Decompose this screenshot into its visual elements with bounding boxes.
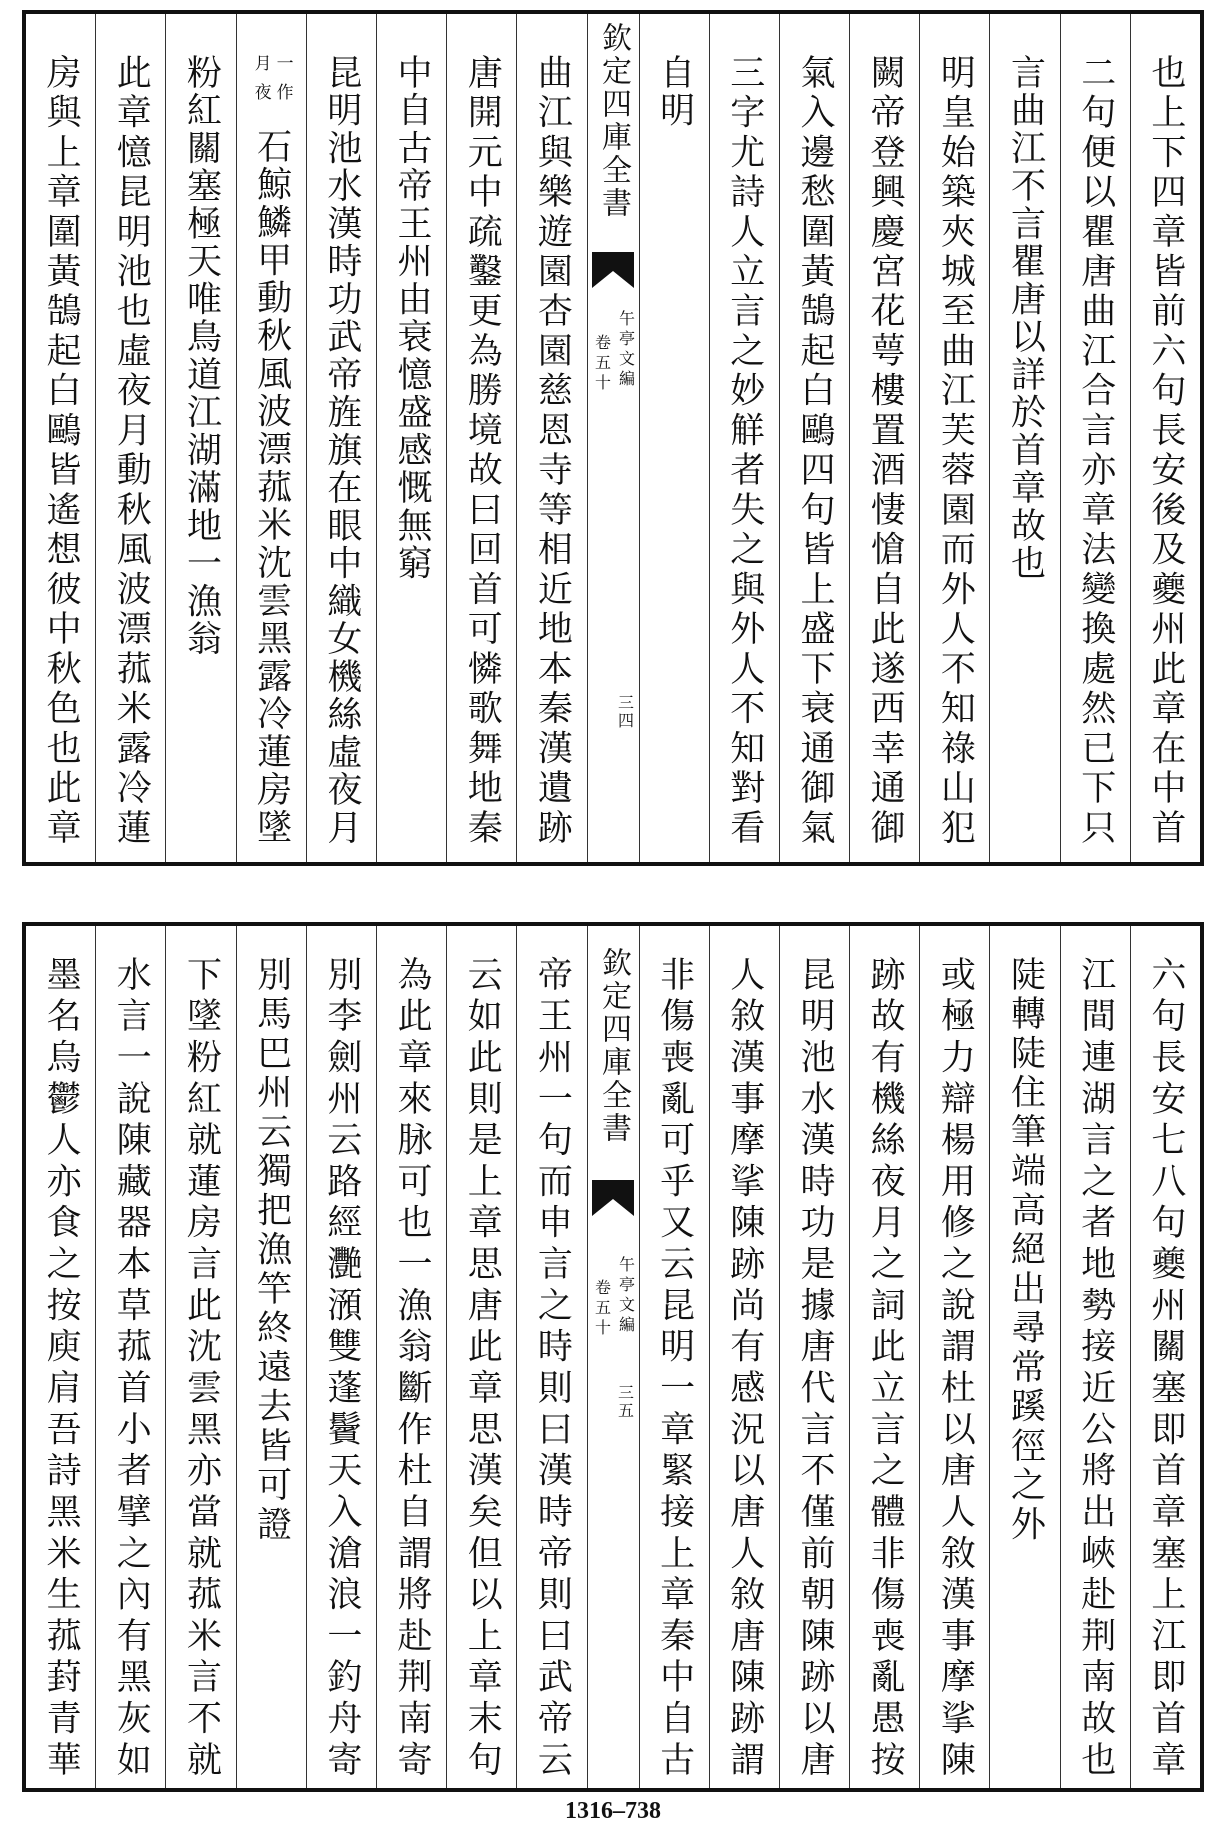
column-text: 六句長安七八句夔州關塞即首章塞上江即首章 — [1145, 956, 1186, 1783]
fish-tail-icon — [592, 1180, 634, 1216]
column-text: 房與上章圍黃鵠起白鷗皆遙想彼中秋色也此章 — [41, 54, 82, 849]
note-line: 月夜 — [250, 54, 271, 112]
column-text: 言曲江不言瞿唐以詳於首章故也 — [1005, 54, 1046, 583]
volume-label: 卷五十 — [592, 1279, 612, 1339]
text-column — [376, 14, 446, 862]
text-column — [236, 926, 306, 1788]
column-text: 別李劍州云路經灧澦雙蓬鬢天入滄浪一釣舟寄 — [321, 956, 362, 1783]
series-title: 欽定四庫全書 — [596, 22, 631, 220]
volume-label: 卷五十 — [592, 334, 612, 394]
text-column — [165, 14, 235, 862]
text-column — [1130, 926, 1200, 1788]
text-column — [919, 926, 989, 1788]
column-text: 水言一說陳藏器本草菰首小者擘之內有黑灰如 — [111, 956, 152, 1783]
column-text: 跡故有機絲夜月之詞此立言之體非傷喪亂愚按 — [865, 956, 906, 1783]
text-column — [95, 14, 165, 862]
column-text: 墨名烏鬱人亦食之按庾肩吾詩黑米生菰葑青華 — [41, 956, 82, 1783]
page-reference-label: 1316–738 — [565, 1798, 661, 1824]
column-text: 昆明池水漢時功武帝旌旗在眼中織女機絲虛夜月 — [321, 54, 362, 847]
column-text: 江間連湖言之者地勢接近公將出峽赴荆南故也 — [1075, 956, 1116, 1783]
text-column — [26, 926, 95, 1788]
column-text: 也上下四章皆前六句長安後及夔州此章在中首 — [1145, 54, 1186, 849]
column-text: 此章憶昆明池也虛夜月動秋風波漂菰米露冷蓮 — [111, 54, 152, 849]
text-column — [516, 926, 586, 1788]
column-text: 氣入邊愁圍黃鵠起白鷗四句皆上盛下衰通御氣 — [794, 54, 835, 849]
book-title: 午亭文編 — [616, 1256, 636, 1336]
text-column — [376, 926, 446, 1788]
column-text: 云如此則是上章思唐此章思漢矣但以上章末句 — [462, 956, 503, 1783]
page-number: 三四 — [615, 694, 635, 730]
text-column — [919, 14, 989, 862]
column-text: 別馬巴州云獨把漁竿終遠去皆可證 — [251, 956, 292, 1545]
column-text: 曲江與樂遊園杏園慈恩寺等相近地本秦漢遺跡 — [532, 54, 573, 849]
text-column — [306, 14, 376, 862]
text-column — [639, 926, 709, 1788]
text-column — [779, 14, 849, 862]
text-column — [709, 926, 779, 1788]
text-column — [639, 14, 709, 862]
column-text: 石鯨鱗甲動秋風波漂菰米沈雲黑露冷蓮房墜 — [251, 128, 292, 847]
text-column — [849, 14, 919, 862]
book-title: 午亭文編 — [616, 310, 636, 390]
column-text: 粉紅關塞極天唯鳥道江湖滿地一漁翁 — [181, 54, 222, 658]
text-column — [1060, 926, 1130, 1788]
text-column-annotated — [236, 14, 306, 862]
series-title: 欽定四庫全書 — [596, 947, 631, 1145]
text-column — [95, 926, 165, 1788]
center-fold-column — [587, 14, 639, 862]
text-column — [709, 14, 779, 862]
column-text: 為此章來脉可也一漁翁斷作杜自謂將赴荆南寄 — [392, 956, 433, 1783]
text-column — [446, 926, 516, 1788]
text-column — [516, 14, 586, 862]
column-text: 中自古帝王州由衰憶盛感慨無窮 — [392, 54, 433, 583]
column-text: 唐開元中疏鑿更為勝境故曰回首可憐歌舞地秦 — [462, 54, 503, 849]
page-number: 三五 — [615, 1384, 635, 1420]
column-text: 自明 — [654, 54, 695, 130]
column-text: 三字尤詩人立言之妙觧者失之與外人不知對看 — [724, 54, 765, 849]
text-column — [306, 926, 376, 1788]
text-column — [165, 926, 235, 1788]
column-text: 闕帝登興慶宮花萼樓置酒悽愴自此遂西幸通御 — [865, 54, 906, 849]
center-fold-column — [587, 926, 639, 1788]
column-text: 下墜粉紅就蓮房言此沈雲黑亦當就菰米言不就 — [181, 956, 222, 1783]
column-text: 非傷喪亂可乎又云昆明一章緊接上章秦中自古 — [654, 956, 695, 1783]
text-column — [849, 926, 919, 1788]
text-column — [446, 14, 516, 862]
column-text: 人敘漢事摩挲陳跡尚有感況以唐人敘唐陳跡謂 — [724, 956, 765, 1783]
interlinear-note — [237, 54, 306, 128]
text-column — [779, 926, 849, 1788]
text-column — [1130, 14, 1200, 862]
column-text: 昆明池水漢時功是據唐代言不僅前朝陳跡以唐 — [794, 956, 835, 1783]
column-text: 明皇始築夾城至曲江芙蓉園而外人不知祿山犯 — [935, 54, 976, 849]
text-column — [1060, 14, 1130, 862]
text-column — [26, 14, 95, 862]
text-column — [989, 14, 1059, 862]
note-line: 一作 — [272, 54, 293, 112]
fish-tail-icon — [592, 252, 634, 288]
column-text: 或極力辯楊用修之說謂杜以唐人敘漢事摩挲陳 — [935, 956, 976, 1783]
lower-page — [22, 922, 1204, 1792]
column-text: 帝王州一句而申言之時則曰漢時帝則曰武帝云 — [532, 956, 573, 1783]
text-column — [989, 926, 1059, 1788]
column-text: 陡轉陡住筆端高絕出尋常蹊徑之外 — [1005, 956, 1046, 1545]
column-text: 二句便以瞿唐曲江合言亦章法變換處然已下只 — [1075, 54, 1116, 849]
upper-page — [22, 10, 1204, 866]
